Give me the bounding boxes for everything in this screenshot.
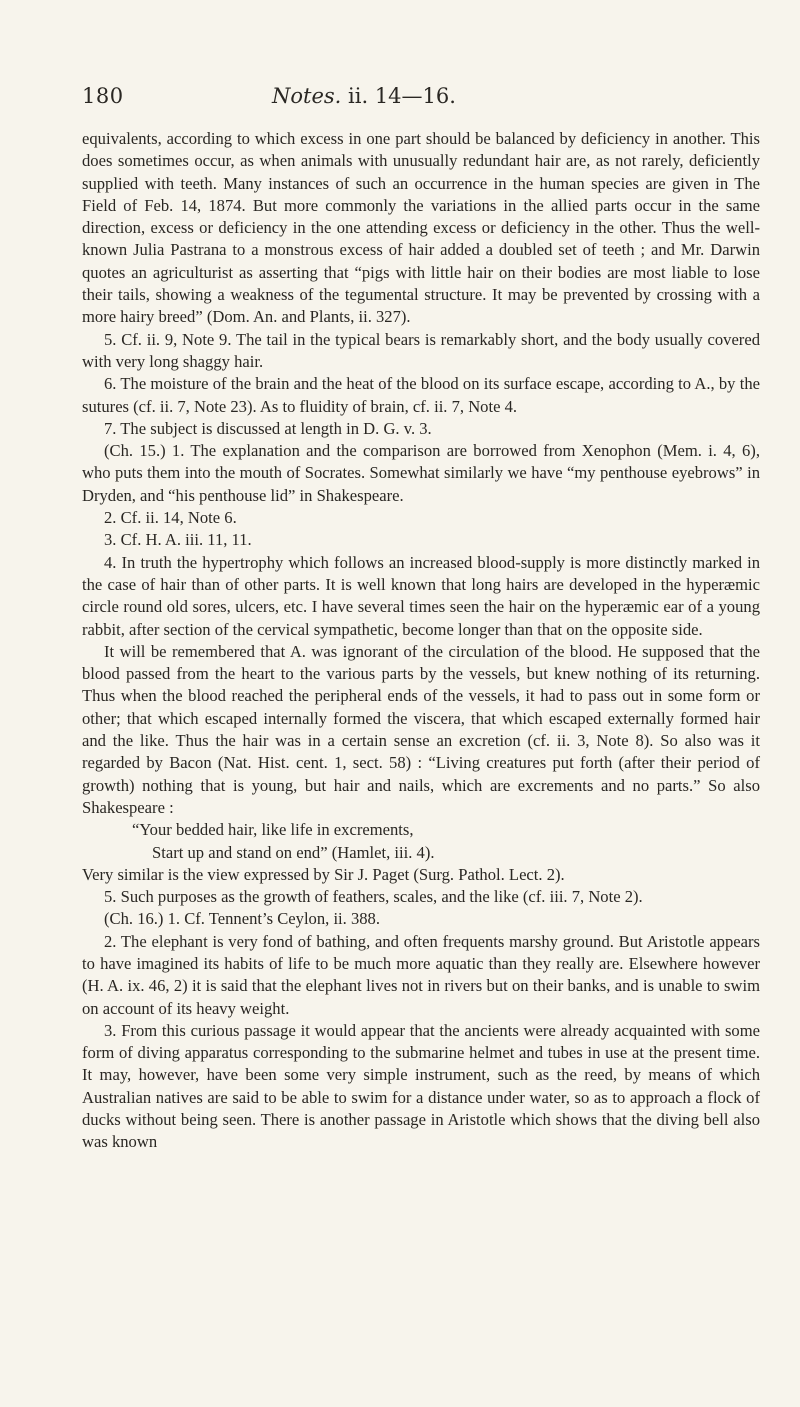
running-title-text: Notes. [272, 84, 342, 108]
page-number: 180 [82, 84, 124, 108]
paragraph: 2. The elephant is very fond of bathing, and often frequents marshy ground. But Aristotle appears to have imagined its habits of life to be much more aquatic than they really are. Elsewhere however (H. A. ix. 46, 2) it is said that the elephant lives not in rivers but on their banks, and is unable to swim on account of its heavy weight. [82, 931, 760, 1018]
body-text [82, 128, 760, 1154]
running-title-ref: ii. 14—16. [348, 84, 456, 108]
paragraph: Very similar is the view expressed by Sir J. Paget (Surg. Pathol. Lect. 2). [82, 864, 565, 884]
running-title [272, 84, 456, 108]
paragraph: 3. Cf. H. A. iii. 11, 11. [104, 530, 252, 550]
page-header [82, 84, 760, 112]
paragraph: 6. The moisture of the brain and the heat of the blood on its surface escape, according to A., by the sutures (cf. ii. 7, Note 23). As to fluidity of brain, cf. ii. 7, Note 4. [82, 374, 760, 416]
quotation-line: Start up and stand on end” (Hamlet, iii. 4). [152, 842, 435, 862]
paragraph: (Ch. 16.) 1. Cf. Tennent’s Ceylon, ii. 388. [104, 909, 380, 929]
paragraph: 5. Such purposes as the growth of feathers, scales, and the like (cf. iii. 7, Note 2). [104, 887, 643, 907]
paragraph: 7. The subject is discussed at length in D. G. v. 3. [104, 418, 432, 438]
paragraph: 5. Cf. ii. 9, Note 9. The tail in the typical bears is remarkably short, and the body usually covered with very long shaggy hair. [82, 329, 760, 371]
paragraph: It will be remembered that A. was ignorant of the circulation of the blood. He supposed that the blood passed from the heart to the various parts by the vessels, but knew nothing of its returning. Thus when the blood reached the peripheral ends of the vessels, it had to pass out in some form or other; that which escaped internally formed the viscera, that which escaped externally formed hair and the like. Thus the hair was in a certain sense an excretion (cf. ii. 3, Note 8). So also was it regarded by Bacon (Nat. Hist. cent. 1, sect. 58) : “Living creatures put forth (after their period of growth) nothing that is young, but hair and nails, which are excrements and no parts.” So also Shakespeare : [82, 641, 760, 817]
paragraph: 3. From this curious passage it would appear that the ancients were already acquainted with some form of diving apparatus corresponding to the submarine helmet and tubes in use at the present time. It may, however, have been some very simple instrument, such as the reed, by means of which Australian natives are said to be able to swim for a distance under water, so as to approach a flock of ducks without being seen. There is another passage in Aristotle which shows that the diving bell also was known [82, 1020, 760, 1152]
paragraph: equivalents, according to which excess in one part should be balanced by deficiency in another. This does sometimes occur, as when animals with unusually redundant hair are, as not rarely, deficiently supplied with teeth. Many instances of such an occurrence in the human species are given in The Field of Feb. 14, 1874. But more commonly the variations in the allied parts occur in the same direction, excess or deficiency in the one attending excess or deficiency in the other. Thus the well-known Julia Pastrana to a monstrous excess of hair added a doubled set of teeth ; and Mr. Darwin quotes an agriculturist as asserting that “pigs with little hair on their bodies are most liable to lose their tails, showing a weakness of the tegumental structure. It may be prevented by crossing with a more hairy breed” (Dom. An. and Plants, ii. 327). [82, 129, 760, 327]
paragraph: 2. Cf. ii. 14, Note 6. [104, 508, 237, 528]
paragraph: 4. In truth the hypertrophy which follows an increased blood-supply is more distinctly marked in the case of hair than of other parts. It is well known that long hairs are developed in the hyperæmic circle round old sores, ulcers, etc. I have several times seen the hair on the hyperæmic ear of a young rabbit, after section of the cervical sympathetic, become longer than that on the opposite side. [82, 552, 760, 639]
quotation-line: “Your bedded hair, like life in excrements, [132, 820, 414, 840]
paragraph: (Ch. 15.) 1. The explanation and the comparison are borrowed from Xenophon (Mem. i. 4, 6), who puts them into the mouth of Socrates. Somewhat similarly we have “my penthouse eyebrows” in Dryden, and “his penthouse lid” in Shakespeare. [82, 441, 760, 505]
